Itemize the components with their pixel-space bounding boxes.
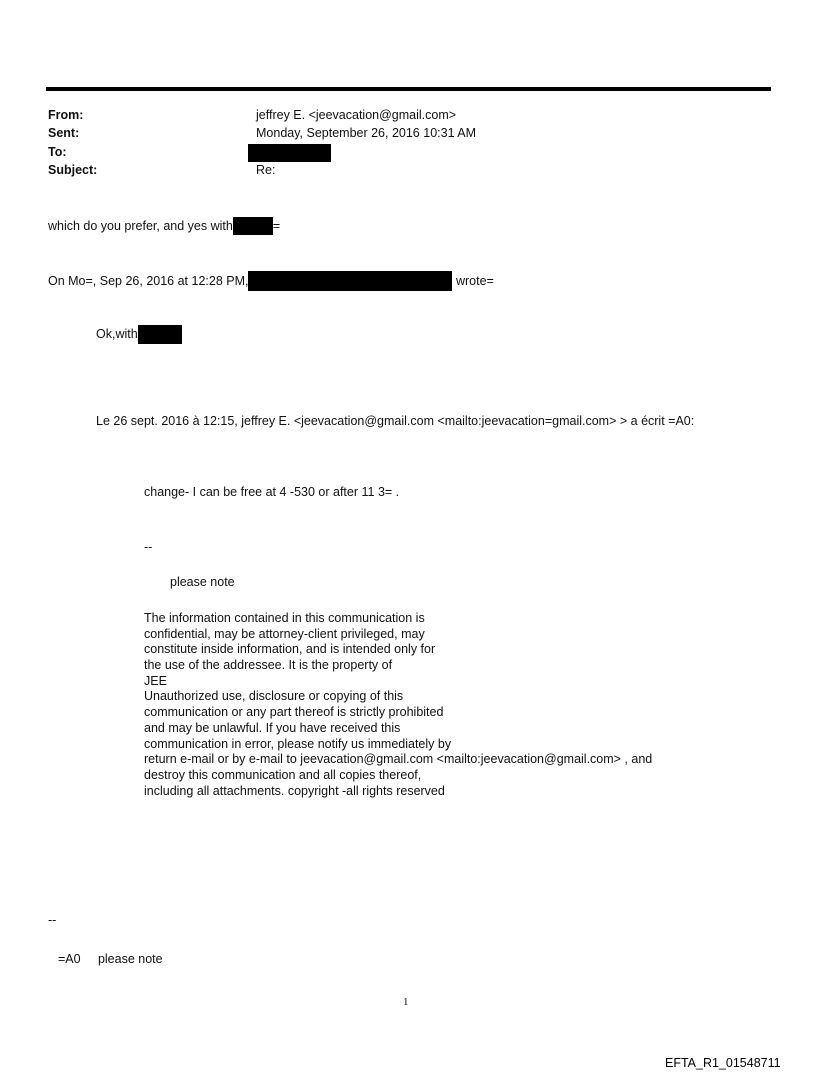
footer-note: =A0 please note	[58, 952, 163, 966]
disclaimer-block	[144, 611, 652, 799]
redaction-to	[248, 144, 331, 162]
sent-value: Monday, September 26, 2016 10:31 AM	[256, 126, 477, 140]
disclaimer-line: confidential, may be attorney-client privileged, may	[144, 626, 425, 641]
disclaimer-line: communication in error, please notify us immediately by	[144, 736, 452, 751]
body-line-2	[48, 271, 494, 291]
subject-label: Subject:	[48, 163, 98, 177]
body-line-3	[96, 325, 182, 344]
body-line-4: Le 26 sept. 2016 à 12:15, jeffrey E. <jeevacation@gmail.com <mailto:jeevacation=gmail.com> > a écrit =A0:	[96, 414, 695, 428]
signature-dashes-2: --	[48, 913, 57, 927]
disclaimer-line: destroy this communication and all copies thereof,	[144, 767, 422, 782]
body-line-1	[48, 217, 280, 235]
disclaimer-line: constitute inside information, and is intended only for	[144, 642, 436, 657]
to-label: To:	[48, 145, 67, 159]
disclaimer-line: communication or any part thereof is strictly prohibited	[144, 705, 444, 720]
from-label: From:	[48, 108, 84, 122]
disclaimer-line: including all attachments. copyright -all rights reserved	[144, 783, 445, 798]
body-line-2-text: On Mo=, Sep 26, 2016 at 12:28 PM,	[48, 274, 249, 288]
disclaimer-line: The information contained in this communication is	[144, 611, 425, 625]
header-rule	[46, 87, 771, 91]
body-line-1-end: =	[272, 219, 281, 233]
disclaimer-line: JEE	[144, 673, 167, 688]
body-line-1-text: which do you prefer, and yes with	[48, 219, 233, 233]
from-value: jeffrey E. <jeevacation@gmail.com>	[256, 108, 457, 122]
disclaimer-line: return e-mail or by e-mail to jeevacation@gmail.com <mailto:jeevacation@gmail.com> , and	[144, 752, 653, 767]
redaction-inline-3	[138, 325, 182, 344]
disclaimer-line: and may be unlawful. If you have received this	[144, 720, 401, 735]
subject-value: Re:	[256, 163, 276, 177]
sent-label: Sent:	[48, 126, 80, 140]
bates-stamp: EFTA_R1_01548711	[665, 1056, 781, 1070]
page-number: 1	[403, 996, 409, 1008]
please-note-1: please note	[170, 575, 235, 589]
disclaimer-line: Unauthorized use, disclosure or copying of this	[144, 689, 404, 704]
disclaimer-line: the use of the addressee. It is the property of	[144, 658, 393, 673]
redaction-inline-1	[233, 217, 273, 235]
body-line-3-text: Ok,with	[96, 327, 138, 341]
redaction-inline-2	[248, 271, 452, 291]
body-line-5: change- I can be free at 4 -530 or after 11 3= .	[144, 485, 400, 499]
signature-dashes: --	[144, 540, 153, 554]
body-line-2-end: wrote=	[452, 274, 494, 288]
